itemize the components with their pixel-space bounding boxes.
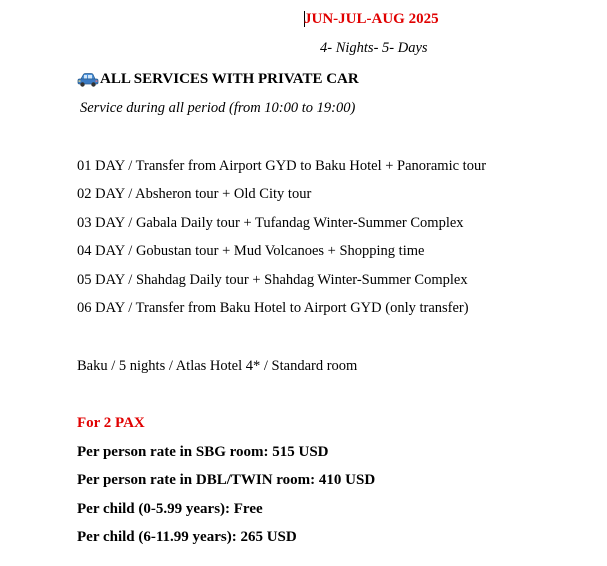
rate-line: Per person rate in SBG room: 515 USD: [77, 444, 329, 460]
rate-line: Per person rate in DBL/TWIN room: 410 USD: [77, 472, 376, 488]
accommodation-line: Baku / 5 nights / Atlas Hotel 4* / Standard room: [77, 358, 358, 374]
pax-label: For 2 PAX: [77, 415, 145, 431]
page-subtitle: 4- Nights- 5- Days: [320, 40, 428, 56]
car-icon: [77, 72, 99, 88]
itinerary-item: 01 DAY / Transfer from Airport GYD to Baku Hotel + Panoramic tour: [77, 158, 487, 174]
services-heading: [77, 70, 359, 88]
service-note: Service during all period (from 10:00 to 19:00): [80, 100, 356, 116]
itinerary-item: 06 DAY / Transfer from Baku Hotel to Airport GYD (only transfer): [77, 300, 469, 316]
itinerary-item: 03 DAY / Gabala Daily tour + Tufandag Winter-Summer Complex: [77, 215, 464, 231]
rate-line: Per child (6-11.99 years): 265 USD: [77, 529, 297, 545]
itinerary-item: 05 DAY / Shahdag Daily tour + Shahdag Winter-Summer Complex: [77, 272, 468, 288]
services-heading-text: ALL SERVICES WITH PRIVATE CAR: [100, 71, 359, 87]
itinerary-item: 02 DAY / Absheron tour + Old City tour: [77, 186, 312, 202]
rate-line: Per child (0-5.99 years): Free: [77, 501, 263, 517]
itinerary-item: 04 DAY / Gobustan tour + Mud Volcanoes + Shopping time: [77, 243, 425, 259]
page-title: JUN-JUL-AUG 2025: [304, 11, 439, 27]
